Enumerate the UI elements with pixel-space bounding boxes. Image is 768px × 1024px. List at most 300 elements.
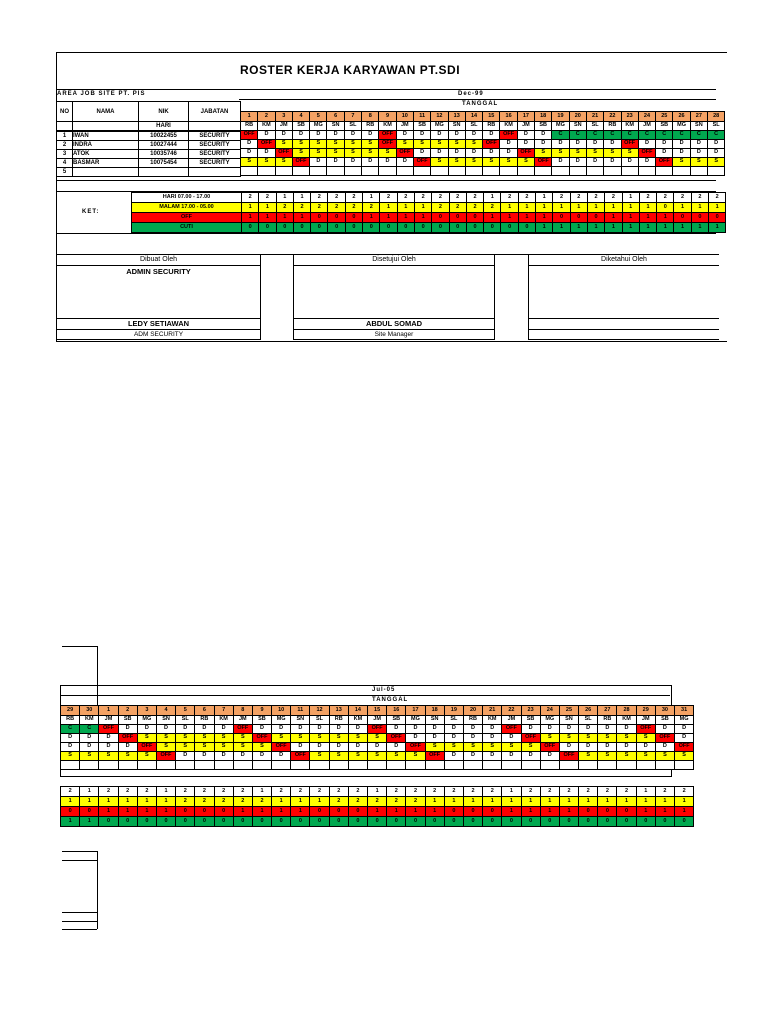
shift-cell: D — [483, 734, 502, 743]
ket-value: 0 — [311, 213, 328, 223]
day-cell: SN — [327, 122, 344, 131]
shift-row — [61, 743, 694, 752]
employee-no: 2 — [57, 141, 73, 150]
shift-cell: S — [569, 149, 586, 158]
ket-value: 0 — [449, 213, 466, 223]
ket-value: 0 — [276, 223, 293, 233]
ket-value: 0 — [214, 807, 233, 817]
shift-cell: D — [195, 752, 214, 761]
employee-jabatan: SECURITY — [189, 132, 241, 141]
shift-cell: OFF — [379, 140, 396, 149]
shift-cell: D — [396, 158, 413, 167]
shift-cell: D — [655, 725, 674, 734]
ket-value: 1 — [622, 203, 639, 213]
shift-cell: D — [444, 752, 463, 761]
shift-cell — [195, 761, 214, 770]
ket-value: 2 — [559, 787, 578, 797]
ket-value: 0 — [501, 223, 518, 233]
ket-value: 1 — [540, 797, 559, 807]
date-cell: 29 — [61, 706, 80, 716]
shift-cell — [535, 167, 552, 176]
employee-header — [56, 101, 241, 131]
shift-cell — [396, 167, 413, 176]
shift-cell: S — [579, 752, 598, 761]
shift-cell: S — [579, 734, 598, 743]
day-cell: RB — [604, 122, 621, 131]
day-cell: RB — [463, 716, 482, 725]
shift-cell: S — [137, 752, 156, 761]
shift-cell: D — [344, 158, 361, 167]
ket-value: 0 — [156, 817, 175, 827]
ket-value: 0 — [636, 817, 655, 827]
ket-value: 1 — [553, 223, 570, 233]
ket-value: 1 — [483, 797, 502, 807]
shift-cell: D — [368, 743, 387, 752]
signature-role — [529, 329, 719, 339]
shift-cell: D — [579, 725, 598, 734]
signature-name: ABDUL SOMAD — [294, 318, 494, 329]
date-cell: 9 — [252, 706, 271, 716]
date-cell: 12 — [431, 112, 448, 122]
day-cell: SL — [444, 716, 463, 725]
shift-row — [241, 149, 725, 158]
ket-value: 0 — [242, 223, 259, 233]
shift-cell: S — [621, 149, 638, 158]
employee-row — [57, 168, 241, 177]
shift-cell: D — [656, 149, 673, 158]
shift-cell: S — [214, 734, 233, 743]
shift-cell: D — [272, 752, 291, 761]
date-cell: 18 — [535, 112, 552, 122]
ket-value: 0 — [195, 817, 214, 827]
ket-value: 2 — [675, 787, 694, 797]
ket-value: 1 — [501, 203, 518, 213]
ket-value: 0 — [425, 817, 444, 827]
shift-cell: D — [448, 149, 465, 158]
shift-cell: D — [552, 158, 569, 167]
date-cell: 3 — [275, 112, 292, 122]
day-cell: MG — [540, 716, 559, 725]
day-cell: MG — [673, 122, 690, 131]
ket-value: 0 — [466, 223, 483, 233]
ket-value: 2 — [617, 787, 636, 797]
day-cell: MG — [406, 716, 425, 725]
shift-cell — [673, 167, 690, 176]
shift-cell — [579, 761, 598, 770]
shift-cell: C — [621, 131, 638, 140]
date-cell: 10 — [272, 706, 291, 716]
shift-cell: S — [444, 743, 463, 752]
employee-row — [57, 132, 241, 141]
shift-cell: S — [598, 752, 617, 761]
ket-value: 2 — [310, 787, 329, 797]
ket-value: 1 — [636, 787, 655, 797]
day-cell: KM — [500, 122, 517, 131]
ket-value: 2 — [432, 203, 449, 213]
shift-cell: D — [656, 140, 673, 149]
shift-cell: D — [444, 725, 463, 734]
shift-cell: D — [344, 131, 361, 140]
shift-cell — [310, 167, 327, 176]
ket-value: 1 — [80, 817, 99, 827]
ket-value: 2 — [137, 787, 156, 797]
shift-cell — [327, 167, 344, 176]
ket-value: 1 — [598, 797, 617, 807]
ket-value: 1 — [674, 223, 691, 233]
day-cell: JM — [636, 716, 655, 725]
ket-value: 1 — [570, 203, 587, 213]
shift-cell: S — [252, 743, 271, 752]
ket-value: 1 — [639, 223, 656, 233]
ket-value: 1 — [709, 203, 726, 213]
shift-cell: D — [99, 743, 118, 752]
ket-value: 1 — [484, 213, 501, 223]
shift-cell — [61, 761, 80, 770]
ket-value: 2 — [380, 193, 397, 203]
shift-cell: C — [638, 131, 655, 140]
ket-value: 1 — [622, 193, 639, 203]
ket-value: 2 — [214, 797, 233, 807]
shift-cell — [621, 167, 638, 176]
ket-value: 1 — [463, 797, 482, 807]
shift-cell: D — [214, 752, 233, 761]
shift-cell: D — [425, 734, 444, 743]
ket-value: 0 — [291, 817, 310, 827]
shift-cell: S — [348, 752, 367, 761]
ket-value: 1 — [536, 203, 553, 213]
shift-cell: D — [483, 725, 502, 734]
shift-cell: C — [552, 131, 569, 140]
ket-value: 1 — [380, 213, 397, 223]
ket-value: 2 — [99, 787, 118, 797]
date-cell: 30 — [80, 706, 99, 716]
shift-cell: D — [258, 149, 275, 158]
ket-value: 1 — [521, 797, 540, 807]
shift-cell: D — [241, 140, 258, 149]
signature-header: Dibuat Oleh — [57, 255, 260, 266]
ket-value: 0 — [176, 807, 195, 817]
shift-cell — [483, 761, 502, 770]
shift-cell: D — [362, 131, 379, 140]
shift-cell: D — [291, 725, 310, 734]
date-cell: 21 — [483, 706, 502, 716]
ket-value: 0 — [466, 213, 483, 223]
shift-cell: S — [500, 158, 517, 167]
date-cell: 24 — [540, 706, 559, 716]
employee-jabatan: SECURITY — [189, 150, 241, 159]
date-cell: 22 — [604, 112, 621, 122]
shift-row — [61, 752, 694, 761]
shift-cell: D — [118, 725, 137, 734]
shift-cell: D — [362, 158, 379, 167]
date-cell: 8 — [233, 706, 252, 716]
day-cell: SN — [448, 122, 465, 131]
ket-value: 1 — [425, 807, 444, 817]
ket-value: 1 — [272, 807, 291, 817]
period-label: Dec-99 — [458, 91, 484, 97]
ket-value: 0 — [709, 213, 726, 223]
day-cell: SN — [425, 716, 444, 725]
ket-value: 1 — [291, 797, 310, 807]
shift-cell: S — [483, 158, 500, 167]
shift-cell: D — [690, 149, 707, 158]
shift-cell — [444, 761, 463, 770]
date-cell: 27 — [598, 706, 617, 716]
ket-value: 1 — [622, 223, 639, 233]
shift-cell: OFF — [291, 752, 310, 761]
page-title: ROSTER KERJA KARYAWAN PT.SDI — [240, 63, 461, 77]
shift-cell: S — [604, 149, 621, 158]
shift-cell: OFF — [406, 743, 425, 752]
date-cell: 22 — [502, 706, 521, 716]
shift-cell: S — [176, 743, 195, 752]
ket-value: 1 — [99, 797, 118, 807]
ket-value: 0 — [570, 213, 587, 223]
shift-cell — [690, 167, 707, 176]
day-cell: MG — [272, 716, 291, 725]
date-cell: 30 — [655, 706, 674, 716]
shift-cell: D — [559, 725, 578, 734]
ket-value: 1 — [276, 213, 293, 223]
ket-value: 0 — [118, 817, 137, 827]
shift-cell: C — [673, 131, 690, 140]
ket-value: 2 — [233, 787, 252, 797]
ket-value: 1 — [502, 807, 521, 817]
shift-cell — [99, 761, 118, 770]
ket-value: 1 — [674, 203, 691, 213]
shift-cell: D — [406, 725, 425, 734]
shift-cell: D — [586, 158, 603, 167]
ket-value: 0 — [691, 213, 708, 223]
day-cell: MG — [137, 716, 156, 725]
shift-cell: S — [636, 752, 655, 761]
shift-cell: D — [708, 140, 725, 149]
shift-cell — [368, 761, 387, 770]
ket-value: 1 — [553, 203, 570, 213]
ket-value: 0 — [587, 213, 604, 223]
tanggal-label: TANGGAL — [462, 101, 499, 107]
ket-value: 2 — [432, 193, 449, 203]
ket-value: 1 — [502, 797, 521, 807]
shift-cell: D — [406, 734, 425, 743]
shift-cell: S — [195, 734, 214, 743]
ket-value: 2 — [259, 193, 276, 203]
ket-value: 1 — [363, 193, 380, 203]
ket-value: 2 — [368, 797, 387, 807]
ket-value: 0 — [518, 223, 535, 233]
shift-cell: D — [176, 725, 195, 734]
shift-cell — [675, 761, 694, 770]
signature-role: ADM SECURITY — [57, 329, 260, 339]
ket-value: 0 — [348, 817, 367, 827]
shift-cell: S — [310, 734, 329, 743]
shift-cell: D — [540, 725, 559, 734]
day-cell: SB — [118, 716, 137, 725]
ket-value: 2 — [272, 787, 291, 797]
ket-value: 2 — [587, 193, 604, 203]
shift-cell: S — [80, 752, 99, 761]
shift-cell — [638, 167, 655, 176]
ket-value: 0 — [598, 817, 617, 827]
ket-label: KET: — [82, 209, 100, 215]
ket-value: 0 — [311, 223, 328, 233]
employee-jabatan: SECURITY — [189, 141, 241, 150]
shift-row — [241, 131, 725, 140]
day-cell: KM — [483, 716, 502, 725]
shift-cell: D — [272, 725, 291, 734]
shift-cell: D — [118, 743, 137, 752]
ket-value: 0 — [657, 203, 674, 213]
shift-cell: C — [61, 725, 80, 734]
ket-value: 2 — [242, 193, 259, 203]
shift-cell: D — [327, 158, 344, 167]
ket-value: 0 — [617, 817, 636, 827]
shift-cell: S — [483, 743, 502, 752]
shift-row — [61, 761, 694, 770]
shift-row — [61, 725, 694, 734]
day-cell: KM — [258, 122, 275, 131]
ket-value: 1 — [406, 807, 425, 817]
employee-name: INDRA — [73, 141, 139, 150]
ket-value: 0 — [449, 223, 466, 233]
shift-cell: S — [431, 158, 448, 167]
ket-value: 1 — [559, 797, 578, 807]
shift-cell: S — [291, 734, 310, 743]
shift-cell: D — [579, 743, 598, 752]
employee-name: IWAN — [73, 132, 139, 141]
ket-value: 0 — [252, 817, 271, 827]
shift-cell — [387, 761, 406, 770]
ket-value: 2 — [311, 193, 328, 203]
shift-cell — [656, 167, 673, 176]
shift-cell: OFF — [137, 743, 156, 752]
shift-cell: S — [329, 734, 348, 743]
ket-value: 1 — [536, 223, 553, 233]
ket-value: 1 — [622, 213, 639, 223]
ket-value: 0 — [293, 223, 310, 233]
signature-box — [528, 254, 719, 340]
ket-value: 0 — [345, 223, 362, 233]
day-cell: SB — [252, 716, 271, 725]
ket-value: 1 — [242, 213, 259, 223]
shift-cell: S — [535, 149, 552, 158]
shift-cell: S — [465, 158, 482, 167]
ket-row — [132, 223, 726, 233]
shift-cell: D — [258, 131, 275, 140]
ket-value: 2 — [252, 797, 271, 807]
shift-cell: S — [636, 734, 655, 743]
ket-value: 2 — [425, 787, 444, 797]
day-cell: RB — [241, 122, 258, 131]
ket-value: 1 — [61, 817, 80, 827]
day-cell: SB — [656, 122, 673, 131]
shift-cell: D — [80, 743, 99, 752]
shift-cell: D — [463, 725, 482, 734]
shift-cell: D — [598, 743, 617, 752]
ket-value: 2 — [214, 787, 233, 797]
shift-cell: S — [465, 140, 482, 149]
header-jabatan: JABATAN — [189, 102, 241, 122]
day-cell: SN — [569, 122, 586, 131]
day-cell: SL — [310, 716, 329, 725]
shift-cell — [617, 761, 636, 770]
shift-cell: D — [431, 149, 448, 158]
ket-value: 2 — [449, 203, 466, 213]
shift-cell: S — [387, 752, 406, 761]
ket-value: 1 — [156, 807, 175, 817]
ket-value: 1 — [709, 223, 726, 233]
shift-cell: D — [348, 743, 367, 752]
date-cell: 17 — [406, 706, 425, 716]
ket-value: 0 — [176, 817, 195, 827]
date-cell: 5 — [176, 706, 195, 716]
shift-cell: S — [690, 158, 707, 167]
shift-cell: S — [61, 752, 80, 761]
ket-value: 0 — [345, 213, 362, 223]
date-cell: 19 — [552, 112, 569, 122]
shift-cell: D — [310, 725, 329, 734]
shift-cell: S — [292, 149, 309, 158]
tanggal-label-bottom: TANGGAL — [372, 697, 409, 703]
ket-value: 1 — [559, 807, 578, 817]
date-cell: 7 — [214, 706, 233, 716]
shift-cell: S — [675, 752, 694, 761]
ket-value: 1 — [118, 797, 137, 807]
shift-cell: S — [617, 752, 636, 761]
shift-cell — [310, 761, 329, 770]
shift-cell: S — [598, 734, 617, 743]
shift-cell: S — [329, 752, 348, 761]
shift-cell: S — [673, 158, 690, 167]
ket-value: 0 — [598, 807, 617, 817]
shift-cell: D — [690, 140, 707, 149]
day-cell: SB — [292, 122, 309, 131]
ket-value: 0 — [484, 223, 501, 233]
ket-value: 1 — [272, 797, 291, 807]
shift-cell — [258, 167, 275, 176]
shift-cell — [425, 761, 444, 770]
shift-row — [241, 167, 725, 176]
shift-row — [241, 158, 725, 167]
day-cell: RB — [483, 122, 500, 131]
shift-cell: S — [413, 140, 430, 149]
shift-cell: D — [675, 725, 694, 734]
shift-cell: OFF — [559, 752, 578, 761]
employee-row — [57, 159, 241, 168]
day-cell: RB — [195, 716, 214, 725]
ket-row — [132, 193, 726, 203]
shift-cell: OFF — [156, 752, 175, 761]
ket-row — [132, 203, 726, 213]
shift-cell: OFF — [535, 158, 552, 167]
shift-cell — [291, 761, 310, 770]
ket-value: 2 — [233, 797, 252, 807]
shift-cell — [521, 761, 540, 770]
shift-cell: D — [176, 752, 195, 761]
date-cell: 27 — [690, 112, 707, 122]
shift-cell: OFF — [540, 743, 559, 752]
date-cell: 9 — [379, 112, 396, 122]
ket-row-label: OFF — [132, 213, 242, 223]
shift-cell — [636, 761, 655, 770]
shift-cell: D — [61, 734, 80, 743]
ket-value: 1 — [617, 797, 636, 807]
day-cell: JM — [502, 716, 521, 725]
shift-cell: D — [425, 725, 444, 734]
shift-cell: D — [655, 743, 674, 752]
shift-cell: S — [521, 743, 540, 752]
day-cell: SL — [586, 122, 603, 131]
